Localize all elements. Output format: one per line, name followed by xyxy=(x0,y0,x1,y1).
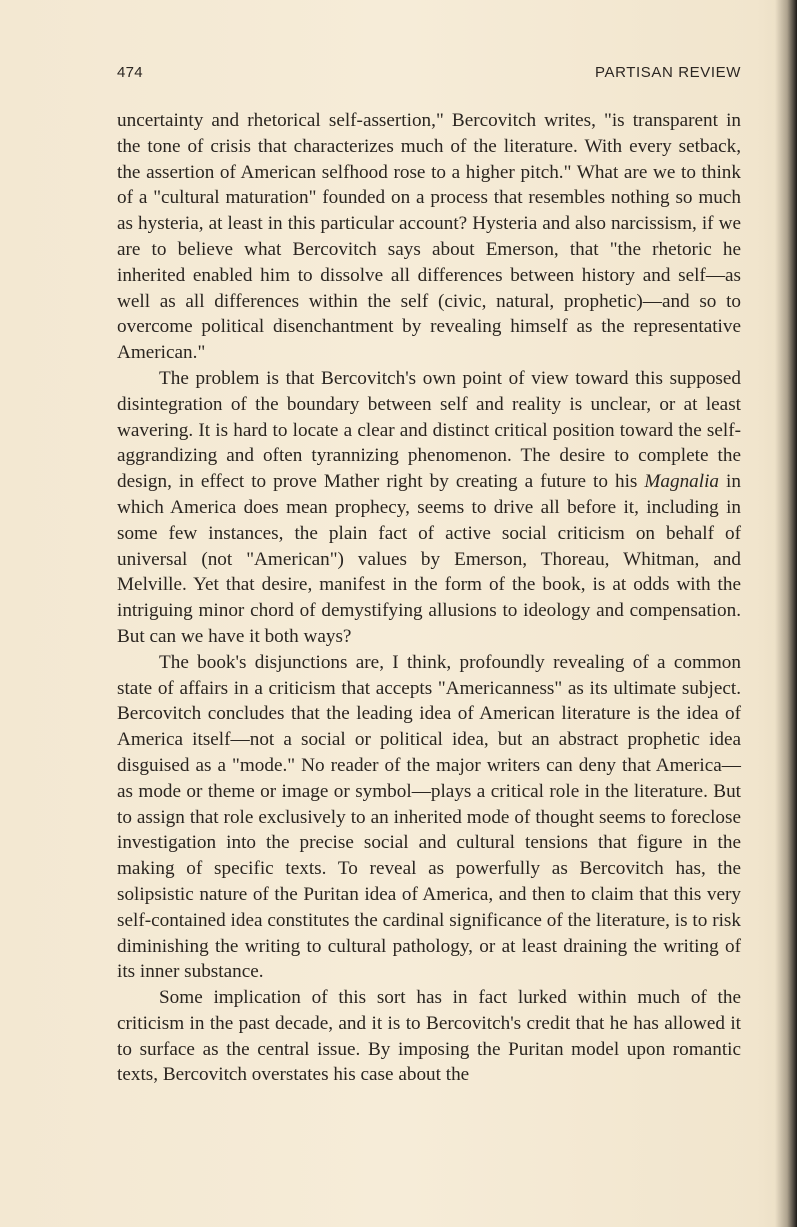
article-body xyxy=(117,108,741,1088)
journal-title: PARTISAN REVIEW xyxy=(595,64,741,81)
paragraph-2-part-1: The problem is that Bercovitch's own point of view toward this supposed disintegration of the boundary between self and reality is unclear, or at least wavering. It is hard to locate a clear and distinct critical position toward the self-aggrandizing and often tyrannizing phenomenon. The desire to complete the design, in effect to prove Mather right by creating a future to his xyxy=(117,367,741,493)
page-number: 474 xyxy=(117,64,143,81)
paragraph-4: Some implication of this sort has in fact lurked within much of the criticism in the past decade, and it is to Bercovitch's credit that he has allowed it to surface as the central issue. By imposing the Puritan model upon romantic texts, Bercovitch overstates his case about the xyxy=(117,987,741,1086)
paragraph-2 xyxy=(117,366,741,650)
book-spine-shadow xyxy=(775,0,797,1227)
paragraph-2-part-2: in which America does mean prophecy, seems to drive all before it, including in some few instances, the plain fact of active social criticism on behalf of universal (not "American") values by Emerson, Thoreau, Whitman, and Melville. Yet that desire, manifest in the form of the book, is at odds with the intriguing minor chord of demystifying allusions to ideology and compensation. But can we have it both ways? xyxy=(117,471,741,647)
running-head xyxy=(117,64,741,86)
book-title-magnalia: Magnalia xyxy=(644,471,720,493)
paragraph-1: uncertainty and rhetorical self-assertion," Bercovitch writes, "is transparent in the tone of crisis that characterizes much of the literature. With every setback, the assertion of American selfhood rose to a higher pitch." What are we to think of a "cultural maturation" founded on a process that resembles nothing so much as hysteria, at least in this particular account? Hysteria and also narcissism, if we are to believe what Bercovitch says about Emerson, that "the rhetoric he inherited enabled him to dissolve all differences between history and self—as well as all differences within the self (civic, natural, prophetic)—and so to overcome political disenchantment by revealing himself as the representative American." xyxy=(117,110,741,364)
paragraph-3: The book's disjunctions are, I think, profoundly revealing of a common state of affairs in a criticism that accepts "Americanness" as its ultimate subject. Bercovitch concludes that the leading idea of American literature is the idea of America itself—not a social or political idea, but an abstract prophetic idea disguised as a "mode." No reader of the major writers can deny that America—as mode or theme or image or symbol—plays a critical role in the literature. But to assign that role exclusively to an inherited mode of thought seems to foreclose investigation into the precise social and cultural tensions that figure in the making of specific texts. To reveal as powerfully as Bercovitch has, the solipsistic nature of the Puritan idea of America, and then to claim that this very self-contained idea constitutes the cardinal significance of the literature, is to risk diminishing the writing to cultural pathology, or at least draining the writing of its inner substance. xyxy=(117,651,741,983)
